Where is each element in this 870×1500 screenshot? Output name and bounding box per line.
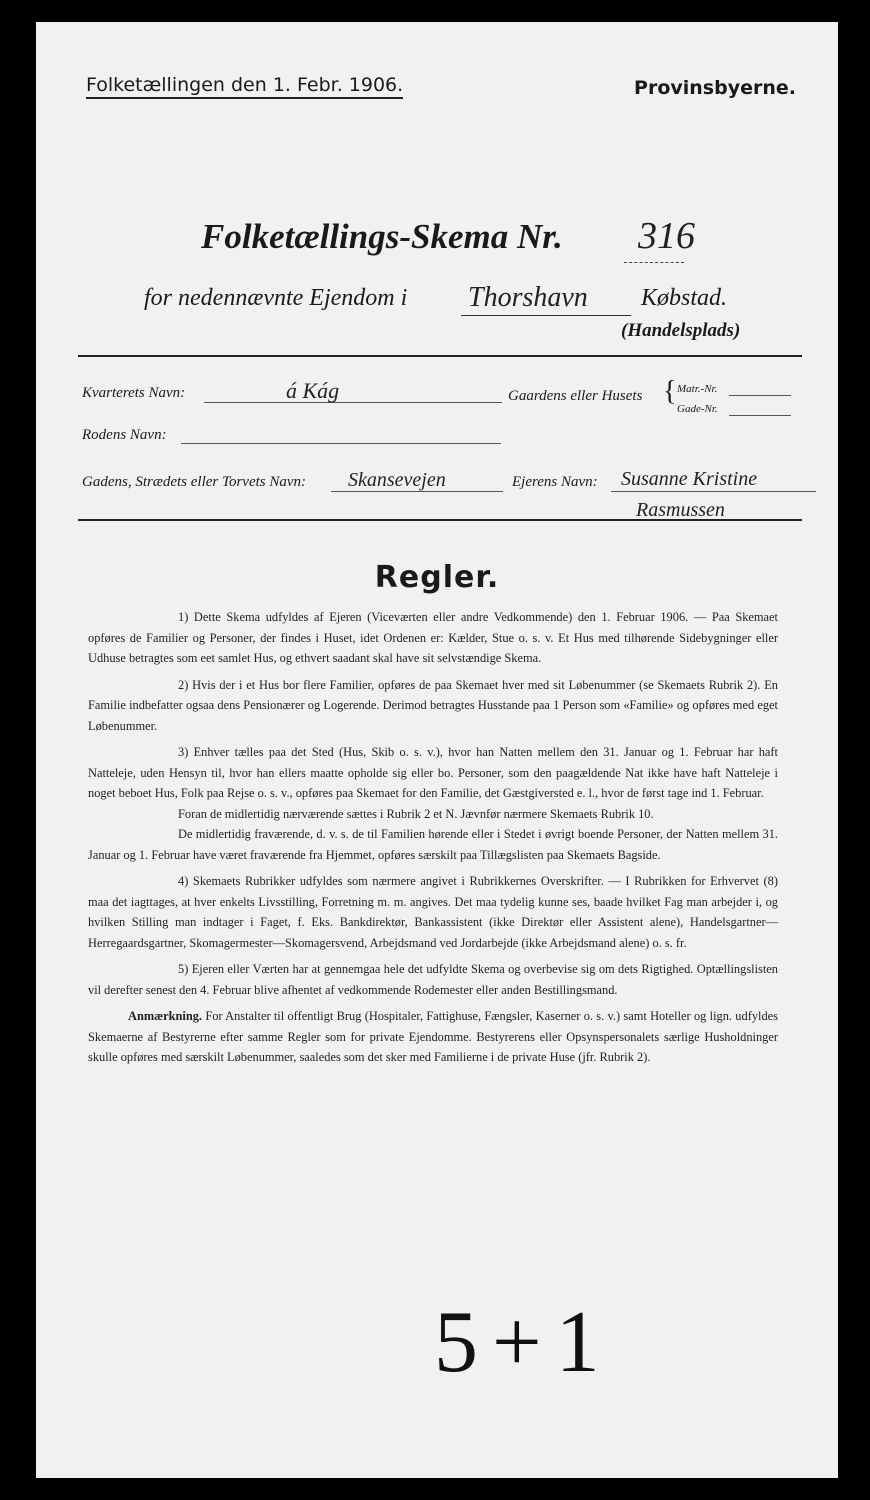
skema-number: 316 [638, 215, 695, 257]
rule-paragraph-3b: De midlertidig fraværende, d. v. s. de til Familien hørende eller i Stedet i øvrigt boende Personer, der Natten mellem 31. Januar og 1. Februar have været fraværende fra Hjemmet, opføres særskilt paa Tillægslisten paa Skemaets Bagside. [88, 827, 778, 862]
rule-paragraph-3a: Foran de midlertidig nærværende sættes i Rubrik 2 et N. Jævnfør nærmere Skemaets Rubrik 10. [178, 806, 654, 821]
note-paragraph [88, 1006, 778, 1068]
matr-label: Matr.-Nr. [677, 383, 718, 395]
top-divider [78, 355, 802, 357]
ejer-line [611, 491, 816, 492]
kobstad-label: Købstad. [641, 285, 728, 311]
rule-paragraph-5: 5) Ejeren eller Værten har at gennemgaa hele det udfyldte Skema og overbevise sig om dets Rigtighed. Optællingslisten vil derefter senest den 4. Februar blive afhentet af vedkommende Rodemester eller anden Bestillingsmand. [88, 962, 778, 997]
gade-navn-line [331, 491, 503, 492]
form-title: Folketællings-Skema Nr. [201, 217, 563, 256]
title-fill-line [624, 262, 684, 263]
rules-body [88, 607, 778, 1074]
rule-paragraph-1: 1) Dette Skema udfyldes af Ejeren (Viceværten eller andre Vedkommende) den 1. Februar 1906. — Paa Skemaet opføres de Familier og Personer, der findes i Huset, idet Ordenen er: Kælder, Stue o. s. v. Et Hus med tilhørende Sidebygninger eller Udhuse betragtes som eet samlet Hus, og ethvert saadant skal have sit selvstændige Skema. [88, 610, 778, 665]
kvarter-label: Kvarterets Navn: [82, 385, 186, 401]
gade-navn-label: Gadens, Strædets eller Torvets Navn: [82, 474, 307, 490]
gade-navn-value: Skansevejen [348, 469, 446, 491]
town-name: Thorshavn [468, 282, 588, 313]
census-date-header: Folketællingen den 1. Febr. 1906. [86, 74, 403, 99]
town-fill-line [461, 315, 631, 316]
kvarter-line [204, 402, 502, 403]
rule-paragraph-3: 3) Enhver tælles paa det Sted (Hus, Skib o. s. v.), hvor han Natten mellem den 31. Januar og 1. Februar har haft Natteleje, uden Hensyn til, hvor han ellers maatte opholde sig eller bo. Personer, som den paagældende Nat ikke have haft Natteleje i noget beboet Hus, Folk paa Rejse o. s. v., opføres paa Skemaet for den Familie, det Gæstgiversted e. l., hvor de først tage ind 1. Februar. [88, 745, 778, 800]
ejer-value-line2: Rasmussen [636, 499, 725, 521]
rules-title: Regler. [374, 560, 500, 595]
region-header: Provinsbyerne. [634, 77, 796, 99]
handelsplads-label: (Handelsplads) [621, 320, 741, 341]
rule-paragraph-2: 2) Hvis der i et Hus bor flere Familier, opføres de paa Skemaet hver med sit Løbenummer (se Skemaets Rubrik 2). En Familie indbefatter ogsaa dens Pensionærer og Logerende. Derimod betragtes Husstande paa 1 Person som «Familie» og opføres med eget Løbenummer. [88, 677, 778, 733]
gaard-label: Gaardens eller Husets [508, 388, 643, 404]
brace: { [663, 376, 677, 407]
rule-paragraph-4: 4) Skemaets Rubrikker udfyldes som nærmere angivet i Rubrikkernes Overskrifter. — I Rubrikken for Erhvervet (8) maa det iagttages, at hver enkelts Livsstilling, Forretning m. m. angives. Det maa tydelig kunne ses, baade hvilket Fag man arbejder i, og hvilken Stilling man indtager i Faget, f. Eks. Bankdirektør, Bankassistent (ikke Direktør eller Assistent alene), Handelsgartner—Herregaardsgartner, Skomagermester—Skomagersvend, Arbejdsmand ved Jordarbejde (ikke Arbejdsmand alene) o. s. fr. [88, 874, 778, 950]
gade-nr-line [729, 415, 791, 416]
property-subtitle: for nedennævnte Ejendom i [144, 285, 408, 311]
gade-nr-label: Gade-Nr. [677, 403, 718, 415]
note-text: For Anstalter til offentligt Brug (Hospitaler, Fattighuse, Fængsler, Kaserner o. s. v.) samt Hoteller og lign. udfyldes Skemaerne af Bestyrerne efter samme Regler som for private Ejendomme. Bestyrerens eller Opsynspersonalets særlige Husholdninger skulle opføres med særskilt Løbenummer, saaledes som det sker med Familierne i de private Huse (jfr. Rubrik 2). [88, 1009, 778, 1064]
note-label: Anmærkning. [128, 1009, 203, 1023]
ejer-label: Ejerens Navn: [512, 474, 598, 490]
rode-label: Rodens Navn: [82, 427, 167, 443]
handwritten-note: 5+1 [434, 1294, 614, 1391]
bottom-divider [78, 519, 802, 521]
ejer-value-line1: Susanne Kristine [621, 468, 758, 490]
rode-line [181, 443, 501, 444]
census-form-page [36, 22, 838, 1478]
matr-line [729, 395, 791, 396]
kvarter-value: á Kág [286, 378, 340, 403]
